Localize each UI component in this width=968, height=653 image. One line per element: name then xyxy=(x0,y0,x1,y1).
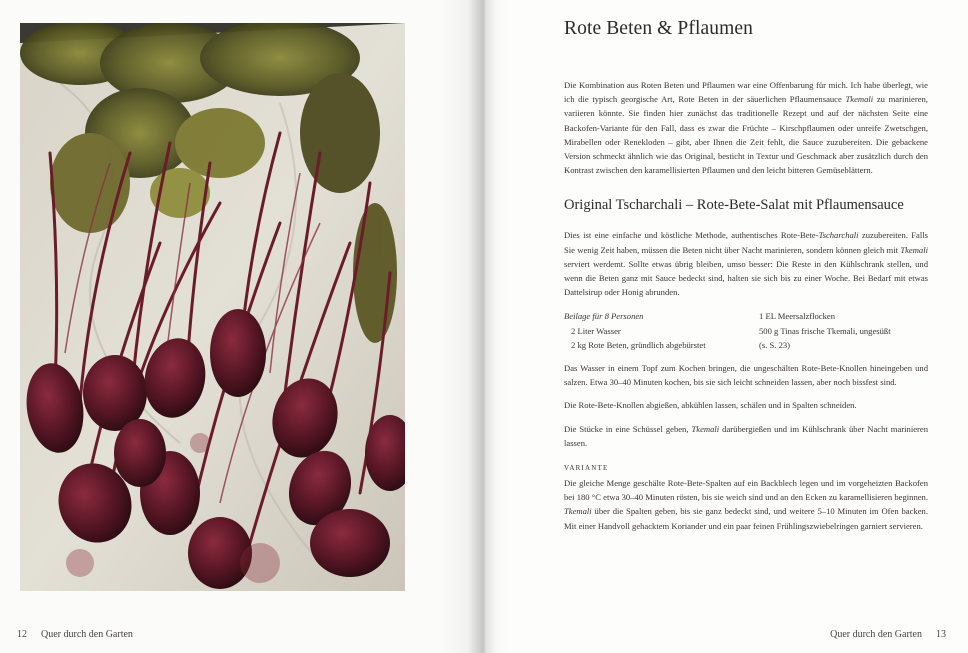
step-2: Die Rote-Bete-Knollen abgießen, abkühlen lassen, schälen und in Spalten schneiden. xyxy=(564,400,857,411)
variante-paragraph: Die gleiche Menge geschälte Rote-Bete-Spalten auf ein Backblech legen und im vorgeheizten Backofen bei 180 °C etwa 30–40 Minuten rösten, bis sie weich sind und an den Ecken zu karamellisieren beginnen. Tkemali über die Spalten geben, bis sie ganz bedeckt sind, und weitere 5–10 Minuten im Ofen backen. Mit einer Handvoll gehacktem Koriander und ein paar feinen Frühlingszwiebelringen garniert servieren. xyxy=(564,478,928,531)
right-footer xyxy=(830,629,946,640)
recipe-subtitle: Original Tscharchali – Rote-Bete-Salat mit Pflaumensauce xyxy=(564,197,904,214)
ingredient-item: 500 g Tinas frische Tkemali, ungesüßt xyxy=(759,325,891,336)
intro-paragraph: Die Kombination aus Roten Beten und Pflaumen war eine Offenbarung für mich. Ich habe überlegt, wie ich die typisch georgische Art, Rote Beten in der säuerlichen Pflaumensauce Tkemali zu marinieren, variieren könnte. Sie finden hier zunächst das traditionelle Rezept und auf der nächsten Seite eine Backofen-Variante für den Fall, dass es zwar die Früchte – Kirschpflaumen oder unreife Zwetschgen, Mirabellen oder Renekloden – gibt, aber Ihnen die Zeit fehlt, die Sauce zuzubereiten. Die gebackene Version schmeckt ähnlich wie das Original, besticht in Textur und Geschmack aber zusätzlich durch den Kontrast zwischen den karamellisierten Pflaumen und den leicht bitteren Gemüseblättern. xyxy=(564,80,928,176)
running-title-right: Quer durch den Garten xyxy=(830,629,922,640)
beets-illustration xyxy=(20,23,405,591)
left-footer xyxy=(17,629,133,640)
ingredients-column-left xyxy=(564,309,759,352)
recipe-intro-paragraph: Dies ist eine einfache und köstliche Methode, authentisches Rote-Bete-Tscharchali zuzubereiten. Falls Sie wenig Zeit haben, müssen die Beten nicht über Nacht marinieren, sondern können gleich mit Tkemali serviert werdemt. Sollte etwas übrig bleiben, umso besser: Die Reste in den Kühlschrank stellen, und wenn die Beten ganz mit Sauce bedeckt sind, halten sie sich bis zu einer Woche. Bei Bedarf mit etwas Dattelsirup oder Honig abrunden. xyxy=(564,230,928,298)
ingredients-list xyxy=(564,309,928,352)
ingredient-item: (s. S. 23) xyxy=(759,339,791,350)
roasted-beets-photo xyxy=(20,23,405,591)
ingredient-item: 2 Liter Wasser xyxy=(571,325,621,336)
ingredient-item: 1 EL Meersalzflocken xyxy=(759,311,836,322)
ingredient-item: 2 kg Rote Beten, gründlich abgebürstet xyxy=(571,339,706,350)
ingredients-column-right xyxy=(759,309,928,352)
page-title: Rote Beten & Pflaumen xyxy=(564,18,753,39)
running-title-left: Quer durch den Garten xyxy=(41,629,133,640)
page-number-left: 12 xyxy=(17,629,27,640)
page-number-right: 13 xyxy=(936,629,946,640)
recipe-content xyxy=(564,18,928,533)
servings-heading: Beilage für 8 Personen xyxy=(564,311,644,322)
step-3: Die Stücke in eine Schüssel geben, Tkemali darübergießen und im Kühlschrank über Nacht marinieren lassen. xyxy=(564,423,929,448)
step-1: Das Wasser in einem Topf zum Kochen bringen, die ungeschälten Rote-Bete-Knollen hineingeben und salzen. Etwa 30–40 Minuten kochen, bis sie sich leicht schneiden lassen, aber noch bissfest sind. xyxy=(564,363,928,388)
variante-heading: VARIANTE xyxy=(564,464,609,473)
